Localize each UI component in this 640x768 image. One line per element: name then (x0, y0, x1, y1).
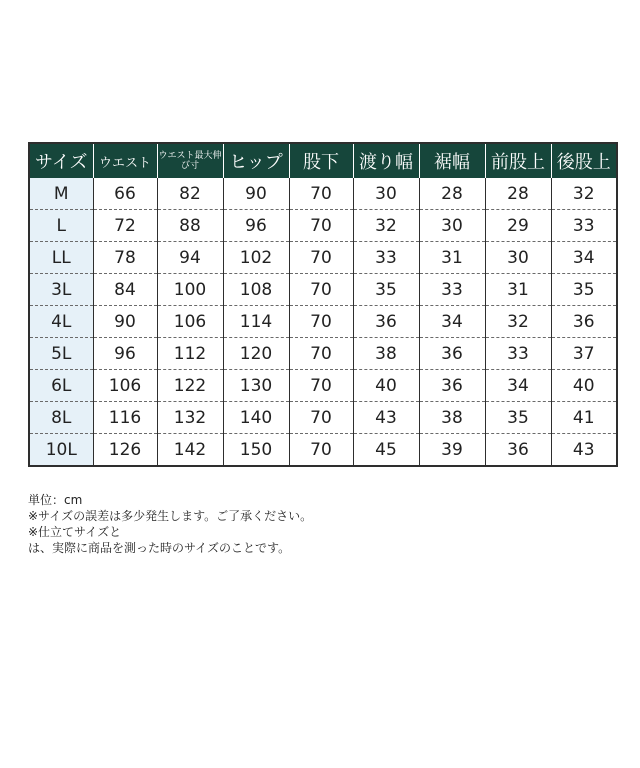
header-front-rise: 前股上 (485, 143, 551, 178)
cell-back-rise: 34 (551, 242, 617, 274)
cell-thigh-width: 35 (353, 274, 419, 306)
cell-size: 5L (29, 338, 93, 370)
cell-hip: 108 (223, 274, 289, 306)
cell-hip: 120 (223, 338, 289, 370)
cell-waist: 78 (93, 242, 157, 274)
cell-hem-width: 39 (419, 434, 485, 467)
cell-thigh-width: 43 (353, 402, 419, 434)
cell-inseam: 70 (289, 434, 353, 467)
table-row (29, 242, 617, 274)
cell-back-rise: 40 (551, 370, 617, 402)
size-table-body (29, 178, 617, 466)
cell-inseam: 70 (289, 210, 353, 242)
cell-inseam: 70 (289, 178, 353, 210)
cell-inseam: 70 (289, 242, 353, 274)
cell-hip: 150 (223, 434, 289, 467)
cell-size: M (29, 178, 93, 210)
header-back-rise: 後股上 (551, 143, 617, 178)
cell-hip: 130 (223, 370, 289, 402)
cell-hem-width: 33 (419, 274, 485, 306)
cell-back-rise: 32 (551, 178, 617, 210)
cell-waist-max-stretch: 106 (157, 306, 223, 338)
cell-size: 3L (29, 274, 93, 306)
table-row (29, 274, 617, 306)
cell-front-rise: 33 (485, 338, 551, 370)
table-row (29, 178, 617, 210)
cell-front-rise: 30 (485, 242, 551, 274)
cell-waist: 106 (93, 370, 157, 402)
cell-waist-max-stretch: 132 (157, 402, 223, 434)
size-notes (28, 492, 312, 556)
cell-size: 10L (29, 434, 93, 467)
cell-waist: 84 (93, 274, 157, 306)
cell-hem-width: 28 (419, 178, 485, 210)
cell-waist-max-stretch: 94 (157, 242, 223, 274)
cell-hip: 96 (223, 210, 289, 242)
cell-back-rise: 41 (551, 402, 617, 434)
cell-front-rise: 28 (485, 178, 551, 210)
cell-hip: 114 (223, 306, 289, 338)
cell-waist-max-stretch: 142 (157, 434, 223, 467)
note-measurement: は、実際に商品を測った時のサイズのことです。 (28, 541, 291, 555)
header-waist-max-stretch: ウエスト最大伸び寸 (157, 143, 223, 178)
cell-hip: 90 (223, 178, 289, 210)
cell-waist-max-stretch: 100 (157, 274, 223, 306)
cell-hip: 140 (223, 402, 289, 434)
note-tailoring-size: ※仕立てサイズと (28, 525, 122, 539)
cell-thigh-width: 45 (353, 434, 419, 467)
cell-front-rise: 29 (485, 210, 551, 242)
header-hip: ヒップ (223, 143, 289, 178)
cell-back-rise: 43 (551, 434, 617, 467)
header-waist: ウエスト (93, 143, 157, 178)
table-row (29, 434, 617, 467)
cell-hem-width: 31 (419, 242, 485, 274)
cell-waist-max-stretch: 122 (157, 370, 223, 402)
cell-thigh-width: 38 (353, 338, 419, 370)
cell-inseam: 70 (289, 370, 353, 402)
note-unit: 単位：cm (28, 493, 83, 507)
cell-hem-width: 30 (419, 210, 485, 242)
header-size: サイズ (29, 143, 93, 178)
cell-waist: 126 (93, 434, 157, 467)
cell-front-rise: 31 (485, 274, 551, 306)
cell-waist-max-stretch: 112 (157, 338, 223, 370)
cell-inseam: 70 (289, 402, 353, 434)
header-thigh-width: 渡り幅 (353, 143, 419, 178)
table-row (29, 402, 617, 434)
cell-hip: 102 (223, 242, 289, 274)
table-row (29, 210, 617, 242)
cell-waist-max-stretch: 88 (157, 210, 223, 242)
cell-inseam: 70 (289, 274, 353, 306)
cell-size: L (29, 210, 93, 242)
cell-hem-width: 34 (419, 306, 485, 338)
cell-thigh-width: 32 (353, 210, 419, 242)
cell-hem-width: 38 (419, 402, 485, 434)
cell-back-rise: 37 (551, 338, 617, 370)
cell-inseam: 70 (289, 338, 353, 370)
header-inseam: 股下 (289, 143, 353, 178)
cell-back-rise: 35 (551, 274, 617, 306)
note-tolerance: ※サイズの誤差は多少発生します。ご了承ください。 (28, 509, 313, 523)
cell-front-rise: 34 (485, 370, 551, 402)
header-hem-width: 裾幅 (419, 143, 485, 178)
cell-waist: 66 (93, 178, 157, 210)
cell-front-rise: 36 (485, 434, 551, 467)
cell-thigh-width: 30 (353, 178, 419, 210)
cell-waist: 96 (93, 338, 157, 370)
cell-size: 8L (29, 402, 93, 434)
cell-thigh-width: 33 (353, 242, 419, 274)
cell-front-rise: 32 (485, 306, 551, 338)
cell-front-rise: 35 (485, 402, 551, 434)
cell-size: 4L (29, 306, 93, 338)
cell-size: LL (29, 242, 93, 274)
cell-waist: 116 (93, 402, 157, 434)
cell-back-rise: 33 (551, 210, 617, 242)
cell-inseam: 70 (289, 306, 353, 338)
table-row (29, 306, 617, 338)
size-chart-table (28, 142, 618, 467)
cell-back-rise: 36 (551, 306, 617, 338)
cell-thigh-width: 36 (353, 306, 419, 338)
cell-size: 6L (29, 370, 93, 402)
cell-hem-width: 36 (419, 370, 485, 402)
cell-thigh-width: 40 (353, 370, 419, 402)
cell-waist: 72 (93, 210, 157, 242)
table-row (29, 338, 617, 370)
cell-waist: 90 (93, 306, 157, 338)
header-row (29, 143, 617, 178)
cell-waist-max-stretch: 82 (157, 178, 223, 210)
table-row (29, 370, 617, 402)
cell-hem-width: 36 (419, 338, 485, 370)
